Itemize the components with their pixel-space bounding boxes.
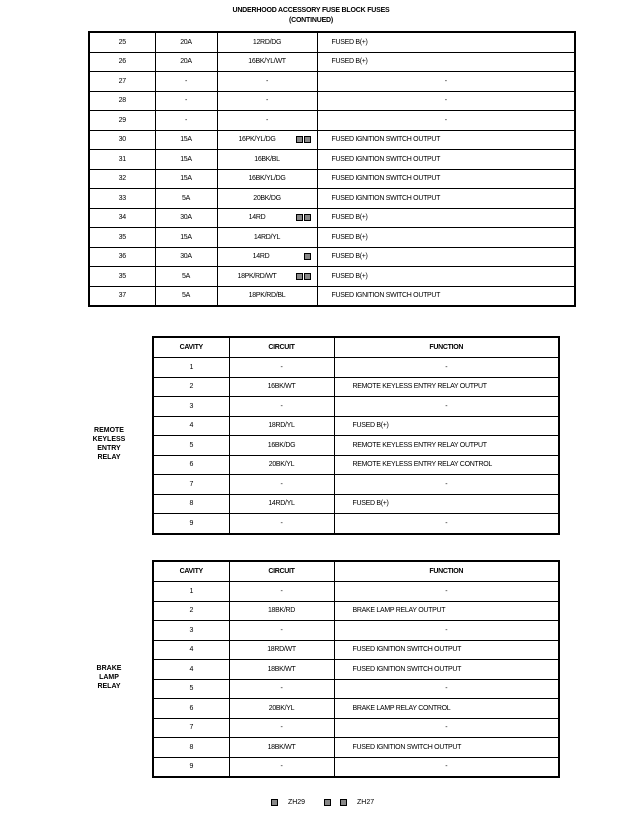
circuit-cell: -: [229, 621, 334, 641]
cavity-cell: 32: [89, 169, 155, 189]
function-cell: FUSED B(+): [317, 32, 575, 52]
cavity-cell: 30: [89, 130, 155, 150]
circuit-cell: 20BK/YL: [229, 455, 334, 475]
circuit-cell: [217, 52, 317, 72]
legend-two-marks: [323, 799, 382, 806]
mark-icon: [271, 799, 278, 806]
fuse-rating-cell: 5A: [155, 189, 217, 209]
table-row: [153, 738, 559, 758]
fuse-rating-cell: 15A: [155, 169, 217, 189]
fuse-rating-cell: 15A: [155, 130, 217, 150]
mark-icon: [340, 799, 347, 806]
cavity-cell: 35: [89, 267, 155, 287]
circuit-header: CIRCUIT: [229, 561, 334, 582]
cavity-cell: 3: [153, 397, 229, 417]
fuse-rating-cell: -: [155, 91, 217, 111]
cavity-cell: 4: [153, 660, 229, 680]
table-row: [89, 130, 575, 150]
fuse-rating-cell: -: [155, 111, 217, 131]
circuit-cell: [217, 111, 317, 131]
circuit-cell: [217, 267, 317, 287]
circuit-text: 16BK/YL/WT: [248, 58, 286, 66]
mark-icon: [296, 214, 303, 221]
circuit-cell: -: [229, 397, 334, 417]
table-row: [153, 582, 559, 602]
circuit-cell: 14RD/YL: [229, 494, 334, 514]
mark-icon: [304, 136, 311, 143]
function-cell: REMOTE KEYLESS ENTRY RELAY OUTPUT: [334, 377, 559, 397]
legend-one-mark-label: ZH29: [287, 799, 306, 807]
circuit-text: 20BK/DG: [253, 194, 281, 202]
cavity-cell: 6: [153, 455, 229, 475]
cavity-cell: 9: [153, 514, 229, 534]
brake-lamp-relay-label: BRAKE LAMP RELAY: [96, 665, 122, 690]
cavity-cell: 29: [89, 111, 155, 131]
circuit-cell: 18BK/WT: [229, 660, 334, 680]
function-cell: FUSED B(+): [334, 416, 559, 436]
table-row: [153, 660, 559, 680]
function-cell: -: [334, 475, 559, 495]
function-cell: -: [317, 72, 575, 92]
circuit-text: 18PK/RD/WT: [237, 272, 277, 280]
circuit-cell: -: [229, 475, 334, 495]
circuit-cell: -: [229, 514, 334, 534]
table-row: [89, 208, 575, 228]
cavity-cell: 5: [153, 679, 229, 699]
function-cell: REMOTE KEYLESS ENTRY RELAY CONTROL: [334, 455, 559, 475]
brake-lamp-relay-table: [152, 560, 560, 778]
circuit-text: 18PK/RD/BL: [248, 292, 286, 300]
function-cell: -: [334, 621, 559, 641]
cavity-cell: 25: [89, 32, 155, 52]
table-row: [89, 267, 575, 287]
cavity-cell: 2: [153, 601, 229, 621]
table-row: [153, 718, 559, 738]
cavity-cell: 1: [153, 358, 229, 378]
table-row: [89, 52, 575, 72]
table-row: [89, 189, 575, 209]
function-cell: FUSED IGNITION SWITCH OUTPUT: [334, 660, 559, 680]
function-header: FUNCTION: [334, 337, 559, 358]
remote-keyless-entry-relay-label: REMOTE KEYLESS ENTRY RELAY: [92, 427, 126, 461]
table-row: [89, 286, 575, 306]
function-cell: FUSED B(+): [317, 228, 575, 248]
cavity-cell: 36: [89, 247, 155, 267]
mark-icon: [296, 136, 303, 143]
function-cell: BRAKE LAMP RELAY OUTPUT: [334, 601, 559, 621]
table-row: [153, 640, 559, 660]
table-header-row: [153, 561, 559, 582]
circuit-text: 14RD/YL: [253, 233, 281, 241]
circuit-cell: -: [229, 582, 334, 602]
cavity-cell: 4: [153, 416, 229, 436]
circuit-cell: [217, 286, 317, 306]
circuit-text: 12RD/DG: [252, 38, 282, 46]
table-row: [153, 514, 559, 534]
legend-two-marks-label: ZH27: [356, 799, 375, 807]
function-cell: FUSED IGNITION SWITCH OUTPUT: [317, 150, 575, 170]
table-row: [153, 377, 559, 397]
cavity-cell: 1: [153, 582, 229, 602]
cavity-cell: 35: [89, 228, 155, 248]
circuit-text: -: [265, 97, 269, 105]
function-cell: -: [334, 514, 559, 534]
cavity-cell: 5: [153, 436, 229, 456]
function-cell: FUSED B(+): [317, 267, 575, 287]
circuit-cell: [217, 91, 317, 111]
cavity-header: CAVITY: [153, 561, 229, 582]
fuse-rating-cell: 15A: [155, 228, 217, 248]
table-row: [153, 397, 559, 417]
cavity-cell: 31: [89, 150, 155, 170]
function-cell: FUSED IGNITION SWITCH OUTPUT: [317, 130, 575, 150]
table-row: [153, 601, 559, 621]
cavity-cell: 2: [153, 377, 229, 397]
fuse-rating-cell: 5A: [155, 286, 217, 306]
circuit-text: 14RD: [252, 253, 270, 261]
circuit-text: -: [265, 116, 269, 124]
circuit-cell: 18RD/YL: [229, 416, 334, 436]
fuse-rating-cell: -: [155, 72, 217, 92]
circuit-cell: -: [229, 757, 334, 777]
fuse-rating-cell: 30A: [155, 247, 217, 267]
table-row: [89, 150, 575, 170]
circuit-cell: [217, 72, 317, 92]
table-row: [89, 169, 575, 189]
function-cell: FUSED IGNITION SWITCH OUTPUT: [334, 640, 559, 660]
table-row: [153, 416, 559, 436]
mark-icon: [324, 799, 331, 806]
cavity-cell: 8: [153, 738, 229, 758]
cavity-cell: 9: [153, 757, 229, 777]
cavity-cell: 33: [89, 189, 155, 209]
function-cell: FUSED IGNITION SWITCH OUTPUT: [317, 169, 575, 189]
fuse-table: [88, 31, 576, 307]
function-cell: -: [334, 582, 559, 602]
cavity-cell: 8: [153, 494, 229, 514]
function-cell: -: [317, 111, 575, 131]
cavity-cell: 4: [153, 640, 229, 660]
circuit-text: 16BK/YL/DG: [248, 175, 286, 183]
fuse-rating-cell: 5A: [155, 267, 217, 287]
function-cell: FUSED B(+): [317, 247, 575, 267]
legend-one-mark: [270, 799, 313, 806]
function-cell: -: [334, 397, 559, 417]
mark-icon: [304, 253, 311, 260]
circuit-cell: [217, 169, 317, 189]
function-cell: -: [334, 679, 559, 699]
table-row: [153, 455, 559, 475]
function-cell: -: [334, 757, 559, 777]
circuit-cell: 16BK/DG: [229, 436, 334, 456]
table-row: [89, 91, 575, 111]
cavity-cell: 3: [153, 621, 229, 641]
page-title: [0, 6, 622, 26]
fuse-rating-cell: 20A: [155, 32, 217, 52]
circuit-cell: [217, 228, 317, 248]
circuit-cell: [217, 247, 317, 267]
table-row: [89, 228, 575, 248]
circuit-text: 16BK/BL: [254, 155, 280, 163]
table-row: [89, 72, 575, 92]
marks-group: [303, 253, 311, 260]
circuit-cell: [217, 150, 317, 170]
function-cell: FUSED B(+): [317, 208, 575, 228]
cavity-cell: 28: [89, 91, 155, 111]
circuit-cell: 20BK/YL: [229, 699, 334, 719]
circuit-cell: [217, 189, 317, 209]
circuit-cell: 18BK/RD: [229, 601, 334, 621]
table-row: [89, 111, 575, 131]
circuit-cell: -: [229, 718, 334, 738]
cavity-cell: 26: [89, 52, 155, 72]
legend: [270, 799, 390, 806]
function-cell: FUSED B(+): [334, 494, 559, 514]
mark-icon: [296, 273, 303, 280]
circuit-cell: [217, 32, 317, 52]
remote-keyless-entry-relay-table: [152, 336, 560, 535]
cavity-cell: 37: [89, 286, 155, 306]
marks-group: [295, 136, 311, 143]
function-cell: FUSED B(+): [317, 52, 575, 72]
table-row: [153, 699, 559, 719]
cavity-cell: 6: [153, 699, 229, 719]
marks-group: [295, 273, 311, 280]
table-row: [153, 436, 559, 456]
title-line-2: (CONTINUED): [288, 17, 334, 24]
table-row: [153, 494, 559, 514]
cavity-cell: 7: [153, 718, 229, 738]
circuit-cell: 18BK/WT: [229, 738, 334, 758]
circuit-cell: [217, 208, 317, 228]
circuit-cell: [217, 130, 317, 150]
table-row: [89, 32, 575, 52]
table-row: [153, 621, 559, 641]
mark-icon: [304, 273, 311, 280]
marks-group: [295, 214, 311, 221]
circuit-cell: -: [229, 358, 334, 378]
function-cell: BRAKE LAMP RELAY CONTROL: [334, 699, 559, 719]
cavity-cell: 7: [153, 475, 229, 495]
function-header: FUNCTION: [334, 561, 559, 582]
circuit-text: 16PK/YL/DG: [238, 136, 276, 144]
title-line-1: UNDERHOOD ACCESSORY FUSE BLOCK FUSES: [232, 7, 390, 14]
function-cell: FUSED IGNITION SWITCH OUTPUT: [334, 738, 559, 758]
mark-icon: [304, 214, 311, 221]
table-row: [89, 247, 575, 267]
function-cell: FUSED IGNITION SWITCH OUTPUT: [317, 286, 575, 306]
circuit-cell: 18RD/WT: [229, 640, 334, 660]
function-cell: -: [334, 358, 559, 378]
fuse-rating-cell: 15A: [155, 150, 217, 170]
cavity-cell: 34: [89, 208, 155, 228]
table-row: [153, 475, 559, 495]
function-cell: -: [317, 91, 575, 111]
function-cell: -: [334, 718, 559, 738]
circuit-cell: -: [229, 679, 334, 699]
table-row: [153, 757, 559, 777]
circuit-text: -: [265, 77, 269, 85]
function-cell: FUSED IGNITION SWITCH OUTPUT: [317, 189, 575, 209]
circuit-cell: 16BK/WT: [229, 377, 334, 397]
table-row: [153, 358, 559, 378]
circuit-text: 14RD: [248, 214, 266, 222]
fuse-rating-cell: 30A: [155, 208, 217, 228]
table-row: [153, 679, 559, 699]
fuse-rating-cell: 20A: [155, 52, 217, 72]
cavity-header: CAVITY: [153, 337, 229, 358]
cavity-cell: 27: [89, 72, 155, 92]
function-cell: REMOTE KEYLESS ENTRY RELAY OUTPUT: [334, 436, 559, 456]
circuit-header: CIRCUIT: [229, 337, 334, 358]
table-header-row: [153, 337, 559, 358]
